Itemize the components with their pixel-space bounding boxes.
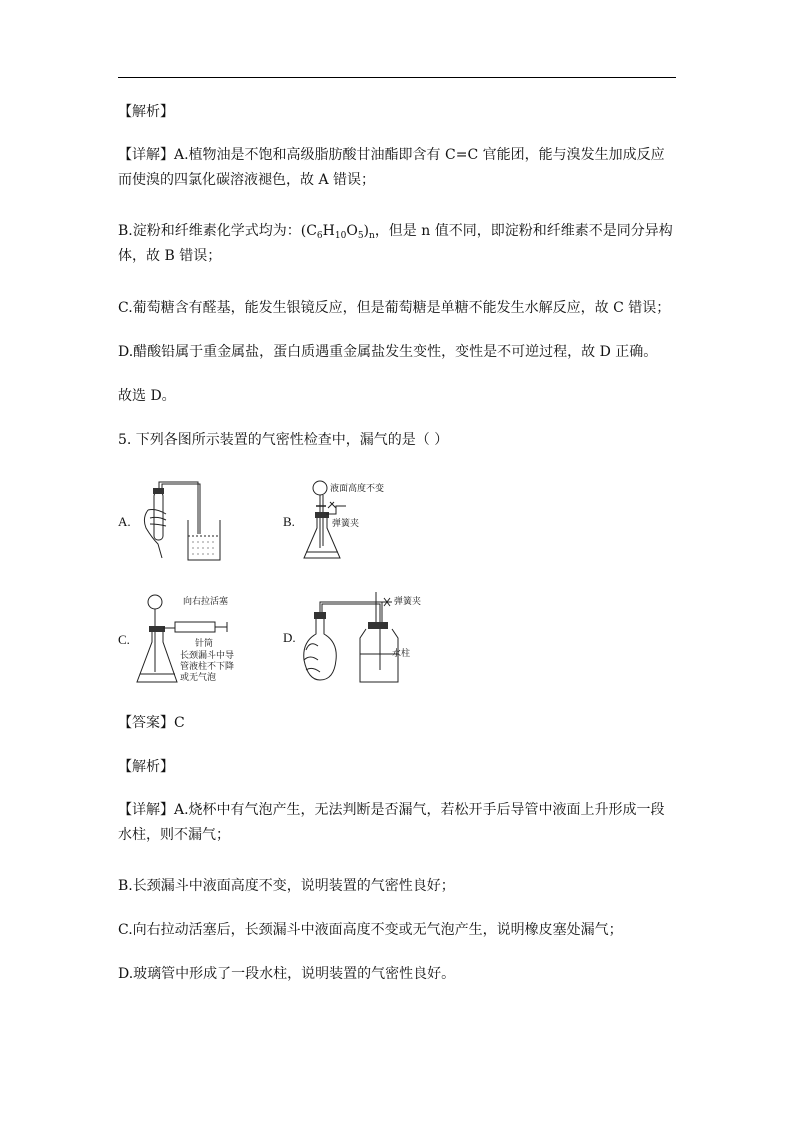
fig-c-label-2: 针筒: [195, 639, 214, 649]
analysis-heading-2: 【解析】: [118, 759, 174, 775]
detail-b-2: B.长颈漏斗中液面高度不变，说明装置的气密性良好；: [118, 878, 455, 894]
analysis-heading-1: 【解析】: [118, 104, 174, 120]
fig-c-label-1: 向右拉活塞: [183, 597, 229, 607]
fig-b-label-1: 液面高度不变: [330, 484, 385, 494]
detail-a-2: 【详解】A.烧杯中有气泡产生，无法判断是否漏气，若松开手后导管中液面上升形成一段水柱，则不漏气；: [118, 802, 665, 843]
apparatus-figure-a: [136, 478, 236, 563]
conclusion-1: 故选 D。: [118, 388, 176, 404]
fig-c-label-3: 长颈漏斗中导: [180, 651, 235, 661]
detail-a-1: 【详解】A.植物油是不饱和高级脂肪酸甘油酯即含有 C=C 官能团，能与溴发生加成反应而使溴的四氯化碳溶液褪色，故 A 错误；: [118, 147, 665, 188]
fig-b-label-2: 弹簧夹: [332, 519, 360, 529]
detail-c-2: C.向右拉动活塞后，长颈漏斗中液面高度不变或无气泡产生，说明橡皮塞处漏气；: [118, 922, 623, 938]
option-b-label: B.: [283, 514, 295, 529]
option-a-label: A.: [118, 514, 131, 529]
fig-d-label-2: 水柱: [392, 649, 411, 659]
detail-b-1: B.淀粉和纤维素化学式均为：$(C_6H_{10}O_5)_n$，但是 n 值不同，即淀粉和纤维素不是同分异构体，故 B 错误；: [118, 223, 673, 264]
answer-line: 【答案】C: [118, 715, 185, 731]
apparatus-figure-b: [300, 478, 420, 566]
option-d-label: D.: [283, 630, 296, 645]
detail-c-1: C.葡萄糖含有醛基，能发生银镜反应，但是葡萄糖是单糖不能发生水解反应，故 C 错误；: [118, 300, 671, 316]
apparatus-figure-d: [296, 590, 446, 690]
detail-d-2: D.玻璃管中形成了一段水柱，说明装置的气密性良好。: [118, 966, 456, 982]
fig-c-label-4: 管液柱不下降: [180, 662, 235, 672]
fig-d-label-1: 弹簧夹: [394, 597, 422, 607]
fig-c-label-5: 或无气泡: [180, 673, 217, 683]
apparatus-figure-c: [135, 592, 255, 687]
header-rule: [118, 77, 676, 78]
detail-d-1: D.醋酸铅属于重金属盐，蛋白质遇重金属盐发生变性，变性是不可逆过程，故 D 正确。: [118, 344, 658, 360]
option-c-label: C.: [118, 632, 130, 647]
question-5-stem: 5. 下列各图所示装置的气密性检查中，漏气的是（ ）: [118, 432, 449, 448]
